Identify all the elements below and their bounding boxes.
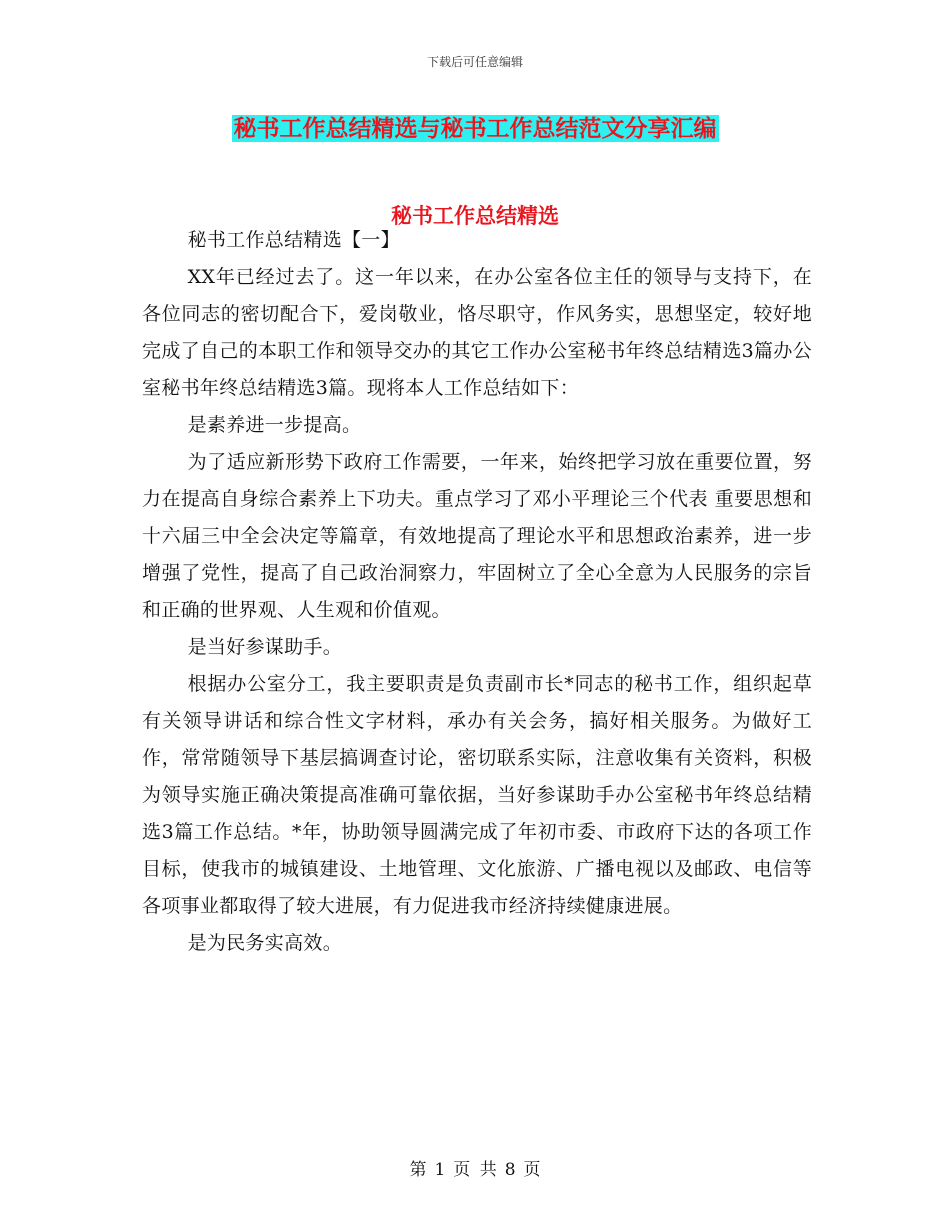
paragraph-point-3: 是为民务实高效。 <box>187 932 342 954</box>
section-title: 秘书工作总结精选 <box>391 203 559 228</box>
paragraph-point-1: 是素养进一步提高。 <box>187 414 362 436</box>
footer-mid: 页 共 <box>453 1160 497 1180</box>
paragraph-point-2: 是当好参谋助手。 <box>187 636 342 658</box>
paragraph-heading-1: 秘书工作总结精选【一】 <box>187 229 400 251</box>
footer-suffix: 页 <box>523 1160 541 1180</box>
header-note: 下载后可任意编辑 <box>426 55 523 69</box>
document-title <box>0 113 950 145</box>
page-footer <box>0 1155 950 1180</box>
total-pages: 8 <box>504 1160 516 1180</box>
document-title-text: 秘书工作总结精选与秘书工作总结范文分享汇编 <box>233 115 717 142</box>
footer-prefix: 第 <box>409 1160 427 1180</box>
paragraph: 根据办公室分工，我主要职责是负责副市长*同志的秘书工作，组织起草有关领导讲话和综合性文字材料，承办有关会务，搞好相关服务。为做好工作，常常随领导下基层搞调查讨论，密切联系实际，注意收集有关资料，积极为领导实施正确决策提高准确可靠依据，当好参谋助手办公室秘书年终总结精选3篇工作总结。*年，协助领导圆满完成了年初市委、市政府下达的各项工作目标，使我市的城镇建设、土地管理、文化旅游、广播电视以及邮政、电信等各项事业都取得了较大进展，有力促进我市经济持续健康进展。 <box>142 673 812 917</box>
page-number: 1 <box>434 1160 446 1180</box>
paragraph: 为了适应新形势下政府工作需要，一年来，始终把学习放在重要位置，努力在提高自身综合素养上下功夫。重点学习了邓小平理论三个代表 重要思想和十六届三中全会决定等篇章，有效地提高了理论水平和思想政治素养，进一步增强了党性，提高了自己政治洞察力，牢固树立了全心全意为人民服务的宗旨和正确的世界观、人生观和价值观。 <box>142 451 812 621</box>
paragraph: XX年已经过去了。这一年以来，在办公室各位主任的领导与支持下，在各位同志的密切配合下，爱岗敬业，恪尽职守，作风务实，思想坚定，较好地完成了自己的本职工作和领导交办的其它工作办公室秘书年终总结精选3篇办公室秘书年终总结精选3篇。现将本人工作总结如下： <box>142 266 812 399</box>
document-body <box>142 222 812 962</box>
